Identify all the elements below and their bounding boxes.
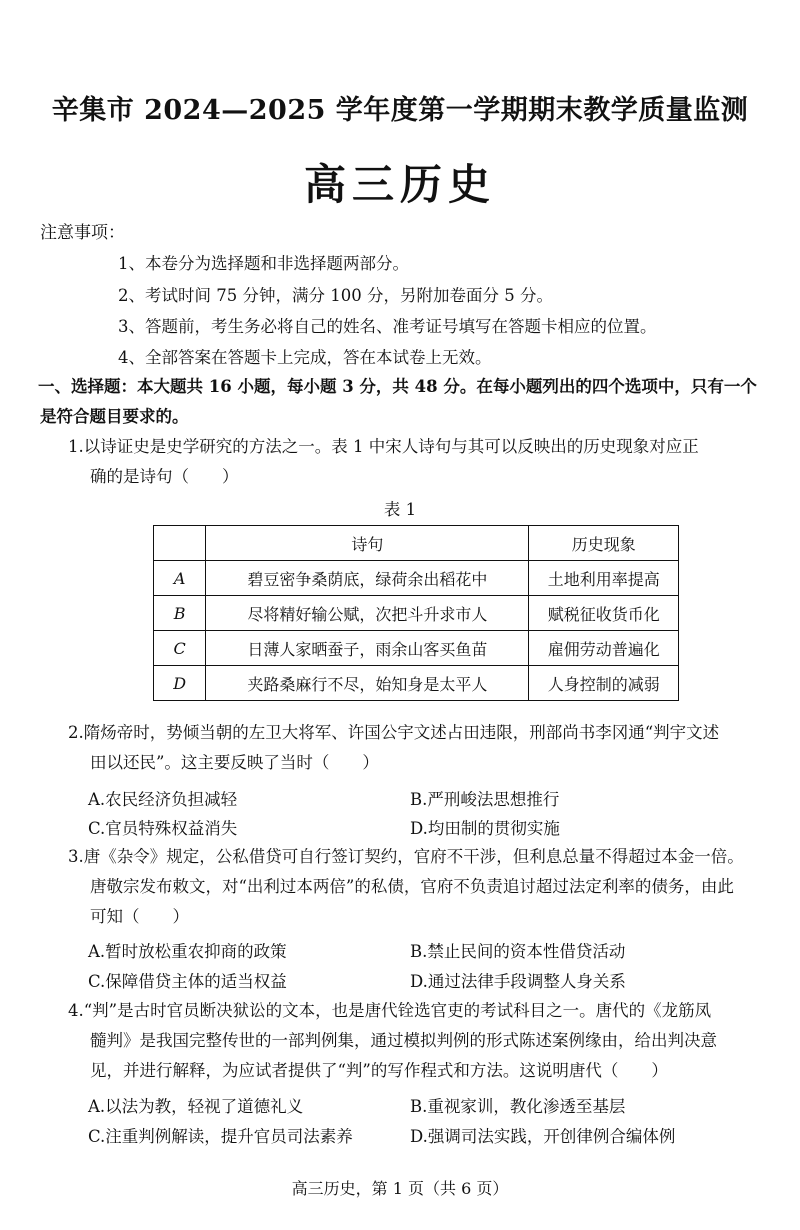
option-letter: D bbox=[154, 666, 206, 701]
option-c: C.注重判例解读，提升官员司法素养 bbox=[88, 1127, 353, 1146]
table-header-cell: 诗句 bbox=[206, 526, 529, 561]
exam-title: 辛集市 2024—2025 学年度第一学期期末教学质量监测 bbox=[51, 95, 749, 126]
option-letter: B bbox=[154, 596, 206, 631]
question-4-stem bbox=[68, 996, 773, 1086]
option-d: D.通过法律手段调整人身关系 bbox=[410, 972, 626, 991]
option-a: A.暂时放松重农抑商的政策 bbox=[88, 942, 287, 961]
phenomenon-cell: 土地利用率提高 bbox=[529, 561, 679, 596]
table-header-cell: 历史现象 bbox=[529, 526, 679, 561]
option-b: B.禁止民间的资本性借贷活动 bbox=[410, 942, 626, 961]
section-heading bbox=[38, 372, 773, 432]
question-line: 2.隋炀帝时，势倾当朝的左卫大将军、许国公宇文述占田违限，刑部尚书李冈通“判宇文述 bbox=[68, 723, 720, 742]
question-line: 唐敬宗发布敕文，对“出利过本两倍”的私债，官府不负责追讨超过法定利率的债务，由此 bbox=[90, 877, 734, 896]
question-line: 3.唐《杂令》规定，公私借贷可自行签订契约，官府不干涉，但利息总量不得超过本金一倍。 bbox=[68, 847, 744, 866]
question-line: 田以还民”。这主要反映了当时（ ） bbox=[90, 753, 379, 772]
notice-heading: 注意事项： bbox=[40, 223, 125, 243]
question-line: 可知（ ） bbox=[90, 907, 189, 926]
table-row bbox=[154, 666, 679, 701]
notice-item: 1、本卷分为选择题和非选择题两部分。 bbox=[118, 254, 409, 273]
option-c: C.保障借贷主体的适当权益 bbox=[88, 972, 287, 991]
poem-cell: 夹路桑麻行不尽，始知身是太平人 bbox=[206, 666, 529, 701]
table-row bbox=[154, 561, 679, 596]
option-letter: A bbox=[154, 561, 206, 596]
question-1-stem bbox=[68, 432, 773, 492]
page-footer: 高三历史，第 1 页（共 6 页） bbox=[291, 1179, 509, 1198]
question-line: 见，并进行解释，为应试者提供了“判”的写作程式和方法。这说明唐代（ ） bbox=[90, 1061, 668, 1080]
section-heading-line: 是符合题目要求的。 bbox=[40, 407, 189, 426]
subject-title: 高三历史 bbox=[303, 160, 496, 209]
notice-item: 4、全部答案在答题卡上完成，答在本试卷上无效。 bbox=[118, 348, 492, 367]
table-header-cell bbox=[154, 526, 206, 561]
option-a: A.以法为教，轻视了道德礼义 bbox=[88, 1097, 304, 1116]
notice-item: 3、答题前，考生务必将自己的姓名、准考证号填写在答题卡相应的位置。 bbox=[118, 317, 657, 336]
question-3-stem bbox=[68, 842, 773, 932]
poem-cell: 尽将精好输公赋，次把斗升求市人 bbox=[206, 596, 529, 631]
poem-table bbox=[153, 525, 679, 701]
question-line: 髓判》是我国完整传世的一部判例集，通过模拟判例的形式陈述案例缘由，给出判决意 bbox=[90, 1031, 717, 1050]
option-d: D.均田制的贯彻实施 bbox=[410, 819, 560, 838]
option-d: D.强调司法实践，开创律例合编体例 bbox=[410, 1127, 676, 1146]
table-row bbox=[154, 631, 679, 666]
question-line: 4.“判”是古时官员断决狱讼的文本，也是唐代铨选官吏的考试科目之一。唐代的《龙筋凤 bbox=[68, 1001, 712, 1020]
option-c: C.官员特殊权益消失 bbox=[88, 819, 238, 838]
phenomenon-cell: 赋税征收货币化 bbox=[529, 596, 679, 631]
question-2-stem bbox=[68, 718, 773, 778]
section-heading-line: 一、选择题：本大题共 16 小题，每小题 3 分，共 48 分。在每小题列出的四个选项中，只有一个 bbox=[38, 377, 757, 396]
phenomenon-cell: 雇佣劳动普遍化 bbox=[529, 631, 679, 666]
poem-cell: 日薄人家晒蚕子，雨余山客买鱼苗 bbox=[206, 631, 529, 666]
option-a: A.农民经济负担减轻 bbox=[88, 790, 238, 809]
table-caption: 表 1 bbox=[383, 500, 417, 519]
table-row bbox=[154, 596, 679, 631]
phenomenon-cell: 人身控制的减弱 bbox=[529, 666, 679, 701]
question-line: 确的是诗句（ ） bbox=[90, 467, 239, 486]
table-header-row bbox=[154, 526, 679, 561]
poem-cell: 碧豆密争桑荫底，绿荷余出稻花中 bbox=[206, 561, 529, 596]
notice-item: 2、考试时间 75 分钟，满分 100 分，另附加卷面分 5 分。 bbox=[118, 286, 553, 305]
option-letter: C bbox=[154, 631, 206, 666]
option-b: B.重视家训，教化渗透至基层 bbox=[410, 1097, 626, 1116]
question-line: 1.以诗证史是史学研究的方法之一。表 1 中宋人诗句与其可以反映出的历史现象对应正 bbox=[68, 437, 699, 456]
option-b: B.严刑峻法思想推行 bbox=[410, 790, 560, 809]
